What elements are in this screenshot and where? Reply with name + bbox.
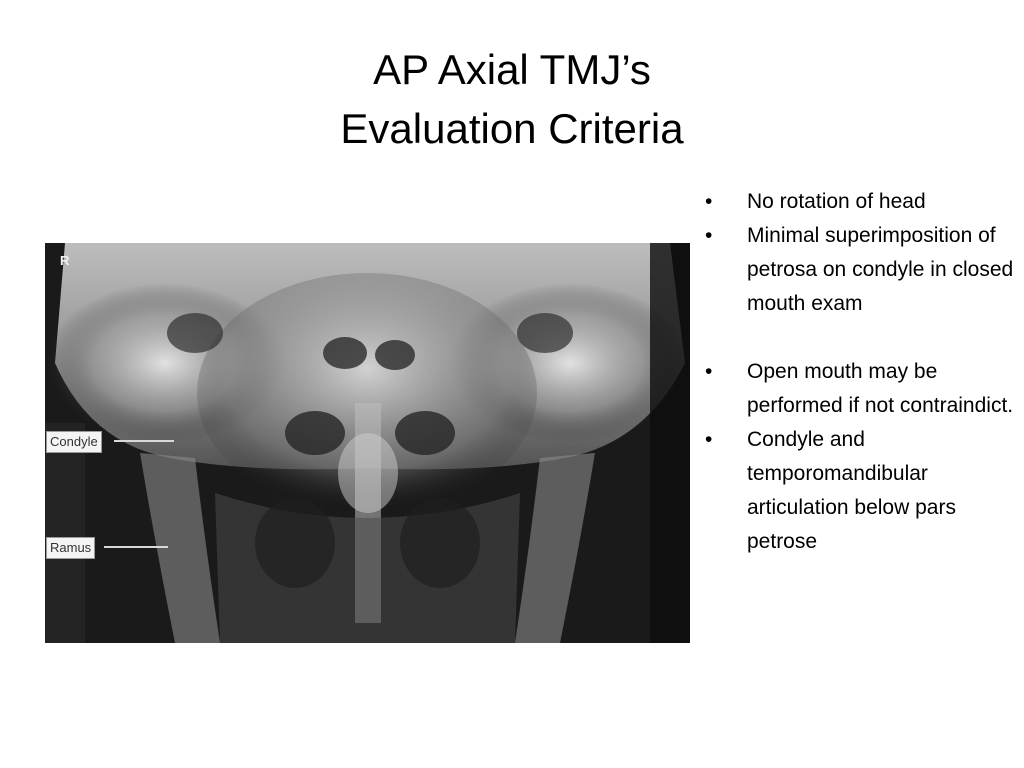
bullet-item bbox=[705, 219, 1020, 321]
bullet-dot: • bbox=[705, 360, 713, 383]
bullet-item bbox=[705, 185, 1020, 219]
ramus-label: Ramus bbox=[46, 537, 95, 559]
bullet-item bbox=[705, 355, 1020, 423]
condyle-pointer-line bbox=[114, 440, 174, 442]
bullet-dot: • bbox=[705, 224, 713, 247]
side-marker-r: R bbox=[60, 253, 70, 268]
bullet-dot: • bbox=[705, 190, 713, 213]
bullet-text: Condyle and temporomandibular articulation below pars petrose bbox=[747, 428, 956, 553]
xray-image bbox=[45, 243, 690, 643]
condyle-label: Condyle bbox=[46, 431, 102, 453]
evaluation-criteria-list bbox=[705, 185, 1020, 559]
xray-illustration bbox=[45, 243, 690, 643]
slide-title bbox=[0, 40, 1024, 158]
title-line-1: AP Axial TMJ’s bbox=[373, 46, 651, 93]
bullet-dot: • bbox=[705, 428, 713, 451]
ramus-pointer-line bbox=[104, 546, 168, 548]
bullet-item bbox=[705, 423, 1020, 559]
bullet-text: No rotation of head bbox=[747, 190, 926, 213]
title-line-2: Evaluation Criteria bbox=[340, 105, 684, 152]
bullet-text: Minimal superimposition of petrosa on condyle in closed mouth exam bbox=[747, 224, 1014, 315]
bullet-text: Open mouth may be performed if not contraindict. bbox=[747, 360, 1014, 417]
